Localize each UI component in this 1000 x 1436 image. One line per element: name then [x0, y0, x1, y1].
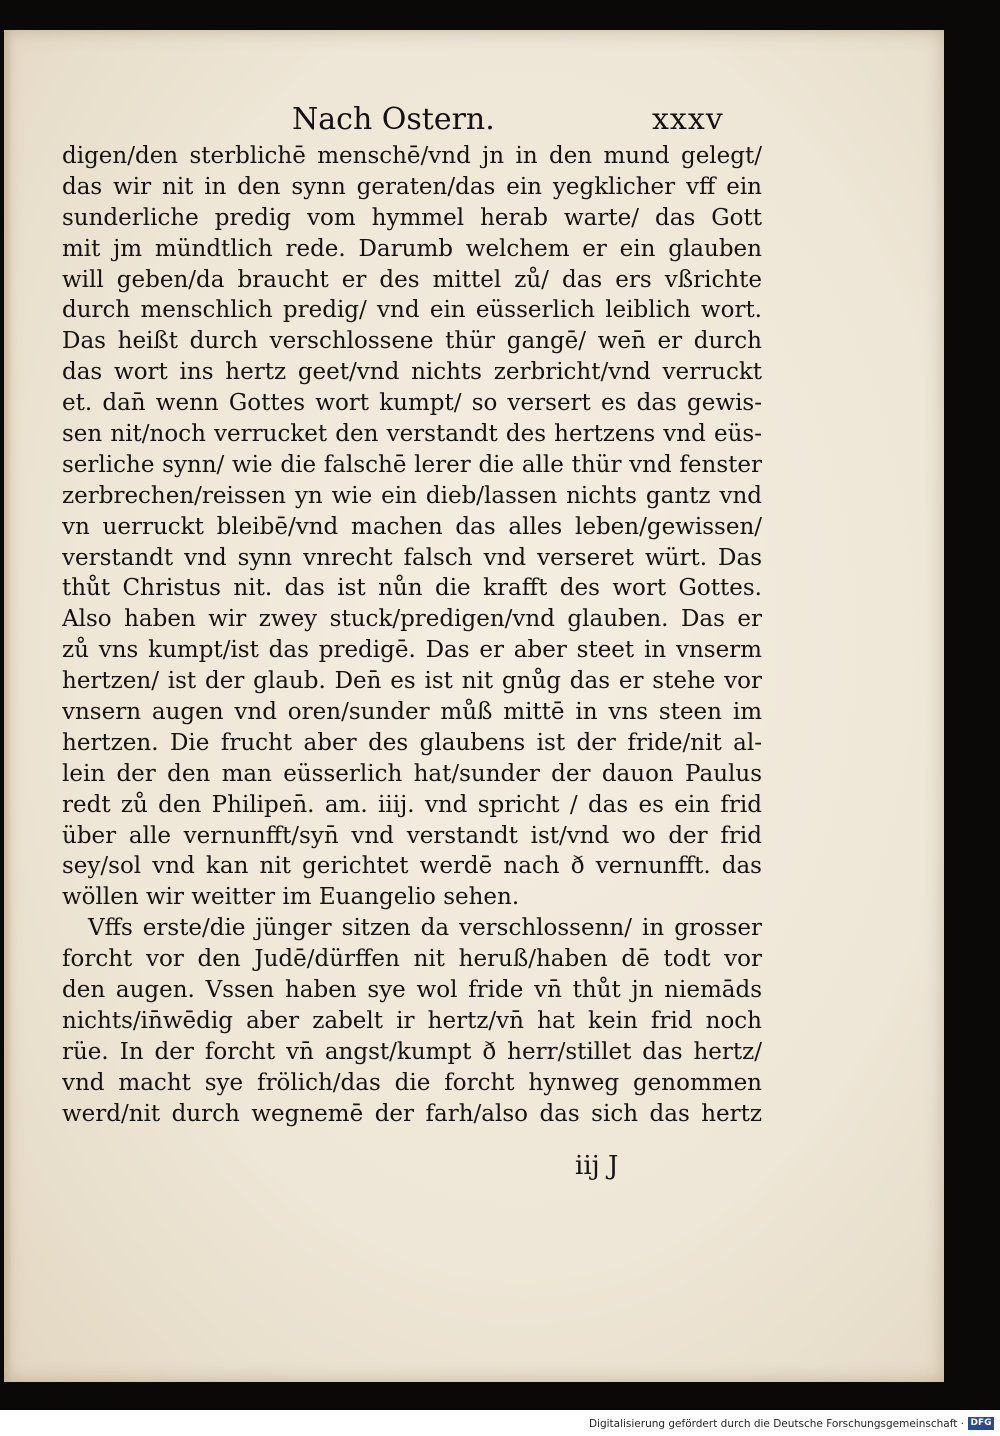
text-line: zerbrechen/reissen yn wie ein dieb/lassen nichts gantz vnd: [62, 482, 762, 509]
text-line: thůt Christus nit. das ist nůn die krafft des wort Gottes.: [62, 575, 762, 602]
text-line: lein der den man eüsserlich hat/sunder der dauon Paulus: [62, 760, 762, 787]
text-line: vnsern augen vnd oren/sunder můß mittē in vns steen im: [62, 699, 762, 726]
running-title: Nach Ostern.: [292, 102, 495, 137]
text-line: forcht vor den Judē/dürffen nit heruß/haben dē todt vor: [62, 946, 762, 973]
text-line: rüe. In der forcht vn̄ angst/kumpt ð herr/stillet das hertz/: [62, 1038, 762, 1065]
funding-credit: Digitalisierung gefördert durch die Deutsche Forschungsgemeinschaft ·: [588, 1418, 964, 1430]
signature-mark: iij J: [575, 1151, 619, 1181]
text-line: das wir nit in den synn geraten/das ein yegklicher vff ein: [62, 173, 762, 200]
text-line: vnd macht sye frölich/das die forcht hynweg genommen: [62, 1069, 762, 1096]
text-line: vn uerruckt bleibē/vnd machen das alles leben/gewissen/: [62, 513, 762, 540]
text-line: werd/nit durch wegnemē der farh/also das sich das hertz: [62, 1100, 762, 1127]
text-line: nichts/in̄wēdig aber zabelt ir hertz/vn̄ hat kein frid noch: [62, 1007, 762, 1034]
text-line: zů vns kumpt/ist das predigē. Das er aber steet in vnserm: [62, 637, 762, 664]
text-line: serliche synn/ wie die falschē lerer die alle thür vnd fenster: [62, 451, 762, 478]
text-line: redt zů den Philipen̄. am. iiij. vnd spricht / das es ein frid: [62, 791, 762, 818]
folio-number: xxxv: [652, 102, 724, 137]
text-line: sen nit/noch verrucket den verstandt des hertzens vnd eüs-: [62, 421, 762, 448]
text-line: über alle vernunfft/syn̄ vnd verstandt ist/vnd wo der frid: [62, 822, 762, 849]
text-line: hertzen/ ist der glaub. Den̄ es ist nit gnůg das er stehe vor: [62, 668, 762, 695]
text-line: mit jm mündtlich rede. Darumb welchem er ein glauben: [62, 235, 762, 262]
text-line: sunderliche predig vom hymmel herab warte/ das Gott: [62, 204, 762, 231]
text-line: durch menschlich predig/ vnd ein eüsserlich leiblich wort.: [62, 297, 762, 324]
page-gutter-shadow: [4, 30, 12, 1382]
dfg-logo: DFG: [968, 1417, 994, 1430]
text-line: Das heißt durch verschlossene thür gangē/ wen̄ er durch: [62, 328, 762, 355]
text-line: hertzen. Die frucht aber des glaubens ist der fride/nit al-: [62, 729, 762, 756]
text-line: digen/den sterblichē menschē/vnd jn in den mund gelegt/: [62, 143, 762, 169]
footer-bar: [0, 1410, 1000, 1436]
text-line: das wort ins hertz geet/vnd nichts zerbricht/vnd verruckt: [62, 359, 762, 386]
text-line: sey/sol vnd kan nit gerichtet werdē nach ð vernunfft. das: [62, 853, 762, 880]
text-line: et. dan̄ wenn Gottes wort kumpt/ so versert es das gewis-: [62, 390, 762, 417]
text-line: Also haben wir zwey stuck/predigen/vnd glauben. Das er: [62, 606, 762, 633]
text-line: wöllen wir weitter im Euangelio sehen.: [62, 884, 520, 911]
text-line: verstandt vnd synn vnrecht falsch vnd verseret würt. Das: [62, 544, 762, 571]
text-line: den augen. Vssen haben sye wol fride vn̄ thůt jn niemāds: [62, 977, 762, 1004]
body-text: [62, 141, 762, 1130]
text-line: Vffs erste/die jünger sitzen da verschlossenn/ in grosser: [88, 915, 762, 942]
text-line: will geben/da braucht er des mittel zů/ das ers vßrichte: [62, 266, 762, 293]
